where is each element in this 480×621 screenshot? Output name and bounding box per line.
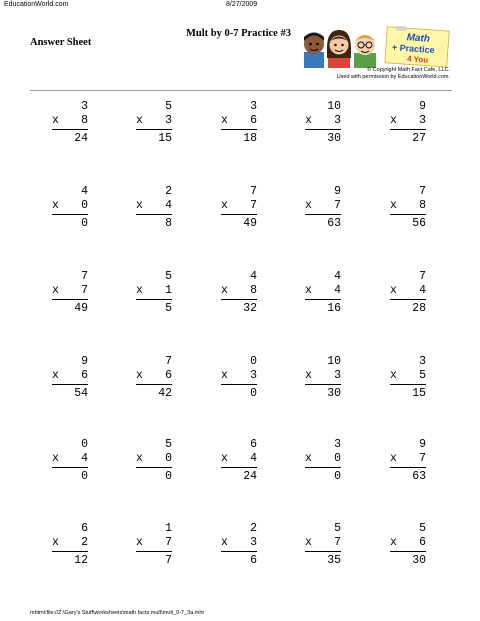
product-answer: 12 xyxy=(74,554,88,567)
multiplier: 7 xyxy=(334,199,341,212)
answer-line xyxy=(305,129,341,130)
multiplicand: 0 xyxy=(250,355,257,368)
multiplier: 6 xyxy=(81,369,88,382)
multiplier: 6 xyxy=(250,114,257,127)
multiplicand: 2 xyxy=(165,185,172,198)
answer-line xyxy=(221,214,257,215)
product-answer: 35 xyxy=(327,554,341,567)
multiplier-row xyxy=(221,536,257,550)
times-operator: x xyxy=(390,114,397,127)
multiplier: 0 xyxy=(81,199,88,212)
times-operator: x xyxy=(136,199,143,212)
multiplier-row xyxy=(52,369,88,383)
answer-line xyxy=(305,551,341,552)
times-operator: x xyxy=(52,452,59,465)
times-operator: x xyxy=(136,114,143,127)
times-operator: x xyxy=(305,452,312,465)
product-answer: 15 xyxy=(158,132,172,145)
problem-card xyxy=(305,438,341,484)
answer-line xyxy=(390,299,426,300)
times-operator: x xyxy=(221,199,228,212)
problem-card xyxy=(390,185,426,231)
multiplicand: 7 xyxy=(81,270,88,283)
multiplier-row xyxy=(52,284,88,298)
multiplicand: 6 xyxy=(81,522,88,535)
times-operator: x xyxy=(221,114,228,127)
answer-line xyxy=(305,467,341,468)
problem-card xyxy=(52,270,88,316)
answer-line xyxy=(52,299,88,300)
problem-card xyxy=(136,438,172,484)
multiplicand: 10 xyxy=(327,100,341,113)
times-operator: x xyxy=(305,199,312,212)
times-operator: x xyxy=(305,369,312,382)
multiplier: 4 xyxy=(165,199,172,212)
multiplier: 5 xyxy=(419,369,426,382)
answer-line xyxy=(390,129,426,130)
times-operator: x xyxy=(390,452,397,465)
problem-card xyxy=(390,522,426,568)
multiplicand: 4 xyxy=(334,270,341,283)
multiplier: 3 xyxy=(419,114,426,127)
product-answer: 30 xyxy=(412,554,426,567)
multiplier-row xyxy=(136,452,172,466)
product-answer: 5 xyxy=(165,302,172,315)
multiplier-row xyxy=(221,199,257,213)
multiplier: 3 xyxy=(334,114,341,127)
times-operator: x xyxy=(52,369,59,382)
answer-line xyxy=(52,467,88,468)
answer-line xyxy=(136,384,172,385)
multiplicand: 2 xyxy=(250,522,257,535)
times-operator: x xyxy=(221,284,228,297)
multiplicand: 5 xyxy=(419,522,426,535)
times-operator: x xyxy=(136,284,143,297)
multiplier-row xyxy=(305,284,341,298)
times-operator: x xyxy=(136,452,143,465)
multiplier-row xyxy=(305,369,341,383)
product-answer: 24 xyxy=(74,132,88,145)
multiplier-row xyxy=(221,114,257,128)
times-operator: x xyxy=(390,284,397,297)
answer-line xyxy=(305,384,341,385)
multiplier: 0 xyxy=(334,452,341,465)
times-operator: x xyxy=(390,369,397,382)
multiplier: 8 xyxy=(419,199,426,212)
multiplicand: 7 xyxy=(165,355,172,368)
answer-line xyxy=(136,467,172,468)
product-answer: 30 xyxy=(327,132,341,145)
file-path-footer: mhtml:file://Z:\Gary's Stuff\worksheets\math facts mult\mult_0-7_3a.mht xyxy=(30,610,204,616)
problem-card xyxy=(390,438,426,484)
answer-line xyxy=(390,551,426,552)
answer-sheet-label: Answer Sheet xyxy=(30,37,92,48)
multiplicand: 5 xyxy=(334,522,341,535)
multiplier-row xyxy=(52,536,88,550)
problem-card xyxy=(305,522,341,568)
multiplicand: 3 xyxy=(250,100,257,113)
problem-card xyxy=(305,185,341,231)
page-title: Mult by 0-7 Practice #3 xyxy=(186,28,291,39)
multiplier: 7 xyxy=(81,284,88,297)
multiplier-row xyxy=(390,452,426,466)
multiplicand: 3 xyxy=(419,355,426,368)
problem-card xyxy=(136,522,172,568)
product-answer: 15 xyxy=(412,387,426,400)
product-answer: 7 xyxy=(165,554,172,567)
multiplier-row xyxy=(136,199,172,213)
product-answer: 30 xyxy=(327,387,341,400)
product-answer: 63 xyxy=(327,217,341,230)
times-operator: x xyxy=(52,536,59,549)
answer-line xyxy=(52,214,88,215)
answer-line xyxy=(221,129,257,130)
problem-card xyxy=(52,522,88,568)
problem-card xyxy=(305,270,341,316)
multiplier-row xyxy=(221,369,257,383)
problem-card xyxy=(221,438,257,484)
permission-line: Used with permission by EducationWorld.com. xyxy=(336,74,450,80)
times-operator: x xyxy=(52,199,59,212)
multiplier: 8 xyxy=(81,114,88,127)
problem-card xyxy=(390,270,426,316)
answer-line xyxy=(136,214,172,215)
problem-card xyxy=(221,522,257,568)
multiplier: 6 xyxy=(419,536,426,549)
product-answer: 18 xyxy=(243,132,257,145)
answer-line xyxy=(221,299,257,300)
multiplicand: 4 xyxy=(81,185,88,198)
problem-card xyxy=(136,270,172,316)
times-operator: x xyxy=(52,114,59,127)
multiplier: 3 xyxy=(250,369,257,382)
problem-card xyxy=(136,100,172,146)
product-answer: 27 xyxy=(412,132,426,145)
multiplier: 1 xyxy=(165,284,172,297)
multiplicand: 9 xyxy=(334,185,341,198)
product-answer: 32 xyxy=(243,302,257,315)
multiplicand: 9 xyxy=(81,355,88,368)
multiplier-row xyxy=(52,199,88,213)
problem-card xyxy=(136,355,172,401)
answer-line xyxy=(136,129,172,130)
answer-line xyxy=(136,299,172,300)
site-name: EducationWorld.com xyxy=(4,1,69,8)
multiplier: 3 xyxy=(250,536,257,549)
problem-card xyxy=(52,100,88,146)
answer-line xyxy=(52,129,88,130)
multiplier: 4 xyxy=(334,284,341,297)
problem-card xyxy=(390,100,426,146)
problem-card xyxy=(221,185,257,231)
multiplier: 6 xyxy=(165,369,172,382)
answer-line xyxy=(305,299,341,300)
times-operator: x xyxy=(221,536,228,549)
problem-card xyxy=(136,185,172,231)
multiplicand: 6 xyxy=(250,438,257,451)
multiplicand: 9 xyxy=(419,438,426,451)
multiplier: 4 xyxy=(250,452,257,465)
problem-card xyxy=(52,185,88,231)
multiplier-row xyxy=(136,536,172,550)
multiplier-row xyxy=(390,284,426,298)
product-answer: 0 xyxy=(81,470,88,483)
product-answer: 16 xyxy=(327,302,341,315)
multiplier-row xyxy=(136,369,172,383)
times-operator: x xyxy=(390,199,397,212)
multiplier: 7 xyxy=(334,536,341,549)
multiplier: 7 xyxy=(419,452,426,465)
problem-card xyxy=(52,355,88,401)
answer-line xyxy=(221,467,257,468)
problem-card xyxy=(390,355,426,401)
answer-line xyxy=(136,551,172,552)
multiplier-row xyxy=(305,452,341,466)
times-operator: x xyxy=(136,369,143,382)
multiplicand: 7 xyxy=(419,185,426,198)
multiplier: 0 xyxy=(165,452,172,465)
answer-line xyxy=(390,384,426,385)
multiplier-row xyxy=(305,536,341,550)
answer-line xyxy=(52,551,88,552)
multiplier-row xyxy=(390,199,426,213)
multiplicand: 9 xyxy=(419,100,426,113)
multiplier-row xyxy=(136,284,172,298)
multiplicand: 4 xyxy=(250,270,257,283)
product-answer: 28 xyxy=(412,302,426,315)
answer-line xyxy=(221,384,257,385)
multiplier: 7 xyxy=(165,536,172,549)
times-operator: x xyxy=(305,284,312,297)
multiplicand: 5 xyxy=(165,270,172,283)
times-operator: x xyxy=(305,536,312,549)
multiplier: 3 xyxy=(334,369,341,382)
multiplicand: 3 xyxy=(334,438,341,451)
copyright-line: © Copyright Math Fact Cafe, LLC. xyxy=(367,67,450,73)
problem-card xyxy=(52,438,88,484)
multiplier: 4 xyxy=(419,284,426,297)
product-answer: 8 xyxy=(165,217,172,230)
answer-line xyxy=(390,214,426,215)
logo-text-math: Math xyxy=(406,32,431,45)
answer-line xyxy=(390,467,426,468)
multiplicand: 10 xyxy=(327,355,341,368)
multiplicand: 0 xyxy=(81,438,88,451)
times-operator: x xyxy=(52,284,59,297)
multiplier: 8 xyxy=(250,284,257,297)
multiplier: 2 xyxy=(81,536,88,549)
multiplicand: 7 xyxy=(419,270,426,283)
logo-text-4you: 4 You xyxy=(406,54,429,65)
multiplier-row xyxy=(52,452,88,466)
answer-line xyxy=(221,551,257,552)
print-date: 8/27/2009 xyxy=(226,1,258,8)
multiplier-row xyxy=(221,452,257,466)
product-answer: 0 xyxy=(334,470,341,483)
product-answer: 56 xyxy=(412,217,426,230)
multiplier: 7 xyxy=(250,199,257,212)
times-operator: x xyxy=(305,114,312,127)
multiplier: 4 xyxy=(81,452,88,465)
multiplier-row xyxy=(136,114,172,128)
multiplier-row xyxy=(390,114,426,128)
multiplicand: 3 xyxy=(81,100,88,113)
product-answer: 49 xyxy=(74,302,88,315)
product-answer: 49 xyxy=(243,217,257,230)
product-answer: 24 xyxy=(243,470,257,483)
logo-text-practice: + Practice xyxy=(391,42,435,56)
product-answer: 54 xyxy=(74,387,88,400)
product-answer: 6 xyxy=(250,554,257,567)
multiplier: 3 xyxy=(165,114,172,127)
multiplicand: 7 xyxy=(250,185,257,198)
product-answer: 42 xyxy=(158,387,172,400)
problem-card xyxy=(221,100,257,146)
multiplier-row xyxy=(221,284,257,298)
problem-card xyxy=(305,100,341,146)
answer-line xyxy=(305,214,341,215)
multiplicand: 1 xyxy=(165,522,172,535)
problem-card xyxy=(221,270,257,316)
problem-card xyxy=(221,355,257,401)
times-operator: x xyxy=(221,369,228,382)
answer-line xyxy=(52,384,88,385)
product-answer: 0 xyxy=(165,470,172,483)
multiplier-row xyxy=(390,369,426,383)
problem-card xyxy=(305,355,341,401)
product-answer: 63 xyxy=(412,470,426,483)
product-answer: 0 xyxy=(81,217,88,230)
multiplier-row xyxy=(305,114,341,128)
multiplier-row xyxy=(305,199,341,213)
multiplicand: 5 xyxy=(165,438,172,451)
times-operator: x xyxy=(221,452,228,465)
times-operator: x xyxy=(136,536,143,549)
times-operator: x xyxy=(390,536,397,549)
multiplier-row xyxy=(390,536,426,550)
multiplicand: 5 xyxy=(165,100,172,113)
multiplier-row xyxy=(52,114,88,128)
product-answer: 0 xyxy=(250,387,257,400)
